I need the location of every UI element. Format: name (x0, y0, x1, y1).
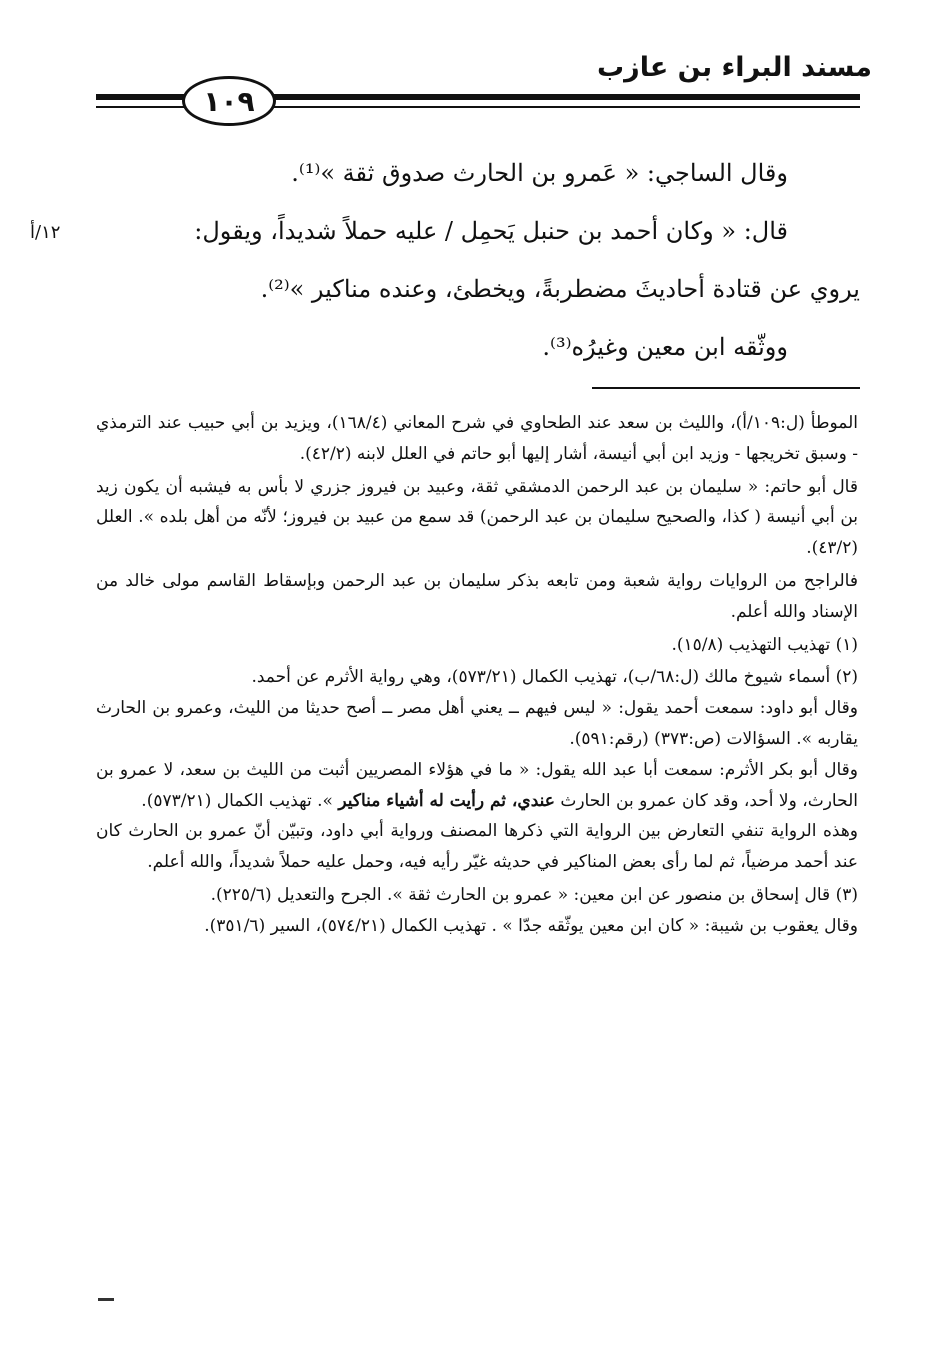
main-text (90, 144, 860, 376)
footnote-1: (١) تهذيب التهذيب (١٥/٨). (671, 634, 858, 655)
footnote-separator (592, 387, 860, 389)
footnote-2-athram-text: وقال أبو بكر الأثرم: سمعت أبا عبد الله يقول: « ما في هؤلاء المصريين أثبت من الليث بن سعد، لا عمرو بن الحارث، ولا أحد، وقد كان عمرو بن الحارث (96, 759, 858, 811)
footnote-2: (٢) أسماء شيوخ مالك (ل:٦٨/ب)، تهذيب الكمال (٥٧٣/٢١)، وهي رواية الأثرم عن أحمد. (251, 667, 858, 688)
footnote-2-comment: وهذه الرواية تنفي التعارض بين الرواية التي ذكرها المصنف ورواية أبي داود، وتبيّن أنّ عمرو بن الحارث كان عند أحمد مرضياً، ثم لما رأى بعض المناكير في حديثه غيّر رأيه فيه، وحمل عليه حملاً شديداً، والله أعلم. (96, 821, 858, 873)
footnote-3: (٣) قال إسحاق بن منصور عن ابن معين: « عمرو بن الحارث ثقة ». الجرح والتعديل (٢٢٥/٦). (210, 884, 858, 905)
footnote-continuation-3: فالراجح من الروايات رواية شعبة ومن تابعه بذكر سليمان بن عبد الرحمن وبإسقاط القاسم مولى خالد من الإسناد والله أعلم. (96, 570, 858, 622)
main-line-2: قال: « وكان أحمد بن حنبل يَحمِل / عليه حملاً شديداً، ويقول: (194, 217, 788, 245)
footnote-2-abu-dawud: وقال أبو داود: سمعت أحمد يقول: « ليس فيهم ــ يعني أهل مصر ــ أصح حديثا من الليث، وعمرو بن الحارث يقاربه ». السؤالات (ص:٣٧٣) (رقم:٥٩١). (96, 698, 858, 749)
main-line-4: ووثّقه ابن معين وغيرُه⁽³⁾. (542, 333, 788, 361)
margin-folio-note: ١٢/أ (30, 222, 61, 243)
footnote-2-athram-bold: عندي، ثم رأيت له أشياء مناكير (338, 790, 555, 811)
footnote-2-athram (96, 755, 858, 817)
main-line-3: يروي عن قتادة أحاديثَ مضطربةً، ويخطئ، وعنده مناكير »⁽²⁾. (260, 275, 860, 303)
footnote-continuation-1: الموطأ (ل:١٠٩/أ)، والليث بن سعد عند الطحاوي في شرح المعاني (١٦٨/٤)، ويزيد بن أبي حبيب عند الترمذي - وسبق تخريجها - وزيد ابن أبي أنيسة، أشار إليها أبو حاتم في العلل لابنه (٤٢/٢). (96, 413, 858, 464)
main-line-1: وقال الساجي: « عَمرو بن الحارث صدوق ثقة »⁽¹⁾. (291, 159, 788, 187)
footnote-2-athram-ref: ». تهذيب الكمال (٥٧٣/٢١). (141, 790, 339, 811)
running-title: مسند البراء بن عازب (597, 52, 872, 83)
print-mark (98, 1298, 114, 1301)
footnotes (96, 406, 858, 942)
footnote-3-yaqub: وقال يعقوب بن شيبة: « كان ابن معين يوثّقه جدّا » . تهذيب الكمال (٥٧٤/٢١)، السير (٣٥١/٦). (204, 915, 858, 936)
footnote-continuation-2: قال أبو حاتم: « سليمان بن عبد الرحمن الدمشقي ثقة، وعبيد بن فيروز جزري لا بأس به فيشبه أن يكون زيد بن أبي أنيسة ( كذا، والصحيح سليمان بن عبد الرحمن) قد سمع من عبيد بن فيروز؛ لأنّه من أهل بلده ». العلل (٤٣/٢). (96, 476, 858, 559)
page-number: ١٠٩ (182, 76, 276, 126)
